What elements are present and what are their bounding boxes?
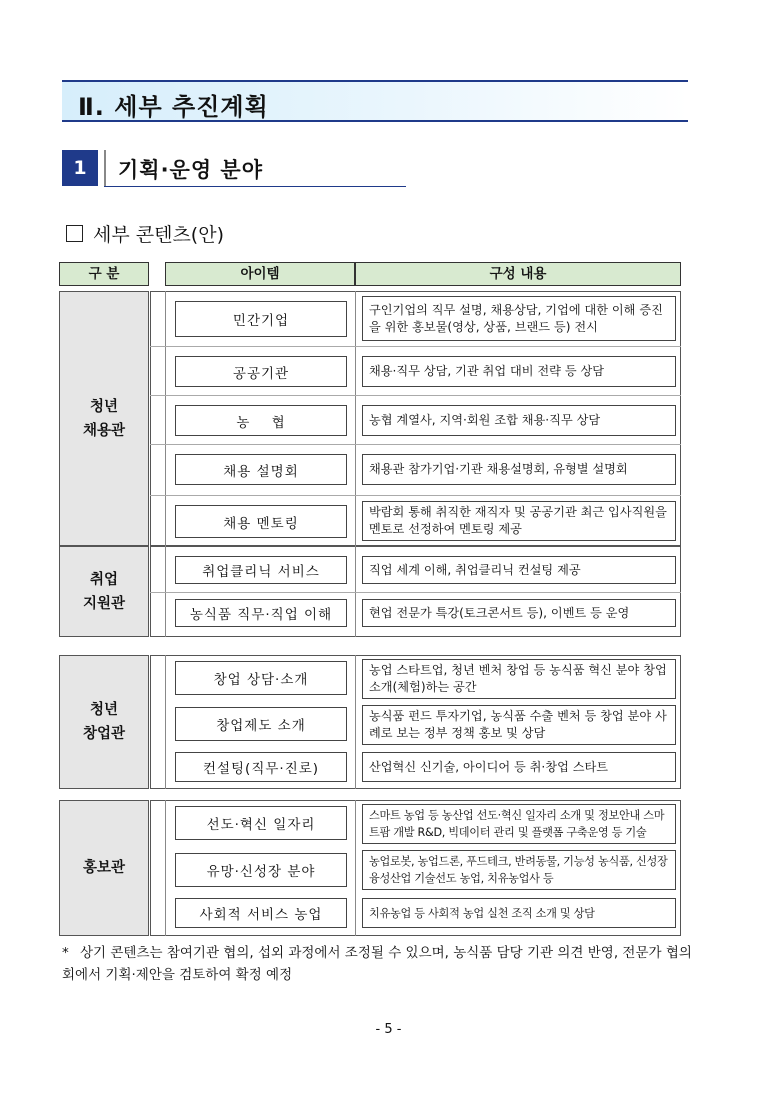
table-row-content: 농식품 펀드 투자기업, 농식품 수출 벤처 등 창업 분야 사례로 보는 정부 정책 홍보 및 상담 [362, 705, 676, 745]
section-title [78, 87, 269, 122]
content-heading [66, 220, 224, 247]
table-row-content: 박람회 통해 취직한 재직자 및 공공기관 최근 입사직원을 멘토로 선정하여 멘토링 제공 [362, 501, 676, 541]
subsection-number: 1 [62, 150, 98, 186]
table-row-item: 농식품 직무·직업 이해 [175, 599, 347, 627]
table-row-item: 취업클리닉 서비스 [175, 556, 347, 584]
table-row-item: 창업 상담·소개 [175, 661, 347, 695]
table-row-content: 스마트 농업 등 농산업 선도·혁신 일자리 소개 및 정보안내 스마트팜 개발 R&D, 빅데이터 관리 및 플랫폼 구축운영 등 기술 [362, 804, 676, 844]
checkbox-square-icon [66, 225, 83, 242]
row-divider [150, 346, 681, 347]
subsection-divider [104, 150, 106, 186]
group-label-youth-startup [59, 655, 149, 789]
column-divider [165, 291, 166, 637]
subsection-title: 기획·운영 분야 [118, 158, 264, 182]
table-row-content: 직업 세계 이해, 취업클리닉 컨설팅 제공 [362, 556, 676, 584]
table-header-item: 아이템 [165, 262, 355, 286]
footnote [62, 942, 692, 986]
section-header [62, 80, 688, 122]
table-row-item: 유망·신성장 분야 [175, 853, 347, 887]
page-number: - 5 - [375, 1022, 402, 1037]
table-row-item: 컨설팅(직무·진로) [175, 752, 347, 782]
column-divider [165, 800, 166, 936]
table-row-item: 농 협 [175, 405, 347, 436]
table-row-item: 사회적 서비스 농업 [175, 898, 347, 928]
table-row-content: 농업 스타트업, 청년 벤처 창업 등 농식품 혁신 분야 창업 소개(체험)하는 공간 [362, 659, 676, 699]
table-row-content: 구인기업의 직무 설명, 채용상담, 기업에 대한 이해 증진을 위한 홍보물(영상, 상품, 브랜드 등) 전시 [362, 296, 676, 341]
table-row-item: 채용 멘토링 [175, 505, 347, 538]
group-label-youth-recruitment [59, 291, 149, 546]
group-label-text: 청년 창업관 [82, 702, 126, 742]
table-row-content: 채용관 참가기업·기관 채용설명회, 유형별 설명회 [362, 454, 676, 485]
table-row-content: 농협 계열사, 지역·회원 조합 채용·직무 상담 [362, 405, 676, 436]
subsection-underline [104, 186, 406, 187]
table-row-item: 민간기업 [175, 301, 347, 337]
group-label-text: 홍보관 [82, 860, 126, 876]
section-roman: Ⅱ. [78, 93, 105, 121]
table-header-content: 구성 내용 [355, 262, 681, 286]
table-row-item: 공공기관 [175, 356, 347, 387]
section-title-text: 세부 추진계획 [114, 93, 269, 121]
table-row-item: 채용 설명회 [175, 454, 347, 485]
table-header-category: 구 분 [59, 262, 149, 286]
column-divider [355, 800, 356, 936]
group-label-employment-support [59, 546, 149, 637]
table-row-content: 현업 전문가 특강(토크콘서트 등), 이벤트 등 운영 [362, 599, 676, 627]
group-label-text: 취업 지원관 [82, 571, 126, 612]
footnote-text: 상기 콘텐츠는 참여기관 협의, 섭외 과정에서 조정될 수 있으며, 농식품 담당 기관 의견 반영, 전문가 협의회에서 기획·제안을 검토하여 확정 예정 [62, 945, 692, 983]
table-row-content: 산업혁신 신기술, 아이디어 등 취·창업 스타트 [362, 752, 676, 782]
table-row-content: 치유농업 등 사회적 농업 실천 조직 소개 및 상담 [362, 898, 676, 928]
row-divider [150, 592, 681, 593]
group-label-promotion [59, 800, 149, 936]
group-label-text: 청년 채용관 [82, 398, 126, 439]
column-divider [165, 655, 166, 789]
table-row-content: 농업로봇, 농업드론, 푸드테크, 반려동물, 기능성 농식품, 신성장융성산업 기술선도 농업, 치유농업사 등 [362, 850, 676, 890]
row-divider [150, 495, 681, 496]
row-divider [150, 444, 681, 445]
table-row-content: 채용·직무 상담, 기관 취업 대비 전략 등 상담 [362, 356, 676, 387]
table-row-item: 선도·혁신 일자리 [175, 806, 347, 840]
content-heading-text: 세부 콘텐츠(안) [93, 224, 224, 246]
column-divider [355, 655, 356, 789]
table-row-item: 창업제도 소개 [175, 707, 347, 741]
column-divider [355, 291, 356, 637]
row-divider [150, 395, 681, 396]
footnote-mark: * [62, 945, 69, 961]
